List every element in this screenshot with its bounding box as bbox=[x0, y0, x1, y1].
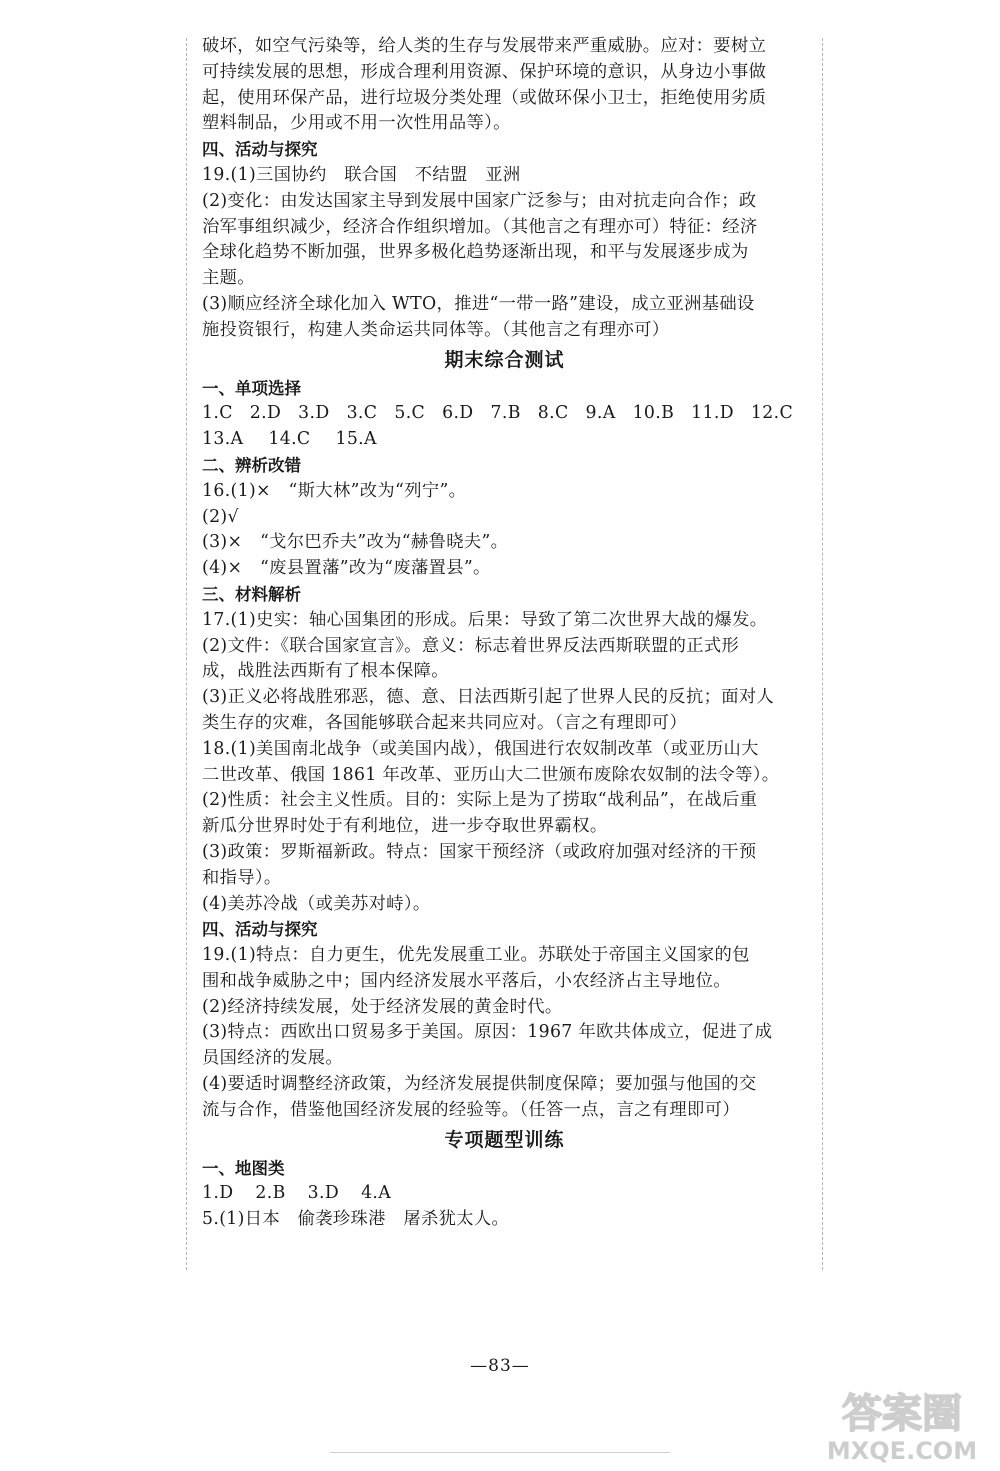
text-line: 类生存的灾难，各国能够联合起来共同应对。（言之有理即可） bbox=[202, 712, 688, 733]
text-line: 和指导）。 bbox=[202, 867, 282, 888]
answer-item: 2.B bbox=[255, 1183, 286, 1204]
text-line: 员国经济的发展。 bbox=[202, 1048, 344, 1069]
text-line: 成，战胜法西斯有了根本保障。 bbox=[202, 661, 449, 682]
answer-row bbox=[202, 1181, 807, 1207]
text-line: 流与合作，借鉴他国经济发展的经验等。（任答一点，言之有理即可） bbox=[202, 1099, 740, 1120]
answer-item: 1.C bbox=[202, 403, 233, 424]
text-line: (3)× “戈尔巴乔夫”改为“赫鲁晓夫”。 bbox=[202, 532, 509, 553]
text-line: (2)经济持续发展，处于经济发展的黄金时代。 bbox=[202, 996, 563, 1017]
answer-item: 3.C bbox=[346, 403, 378, 424]
text-line: 主题。 bbox=[202, 268, 255, 289]
answer-item: 5.C bbox=[394, 403, 426, 424]
text-line: (2)性质：社会主义性质。目的：实际上是为了捞取“战利品”，在战后重 bbox=[202, 790, 758, 811]
answer-item: 3.D bbox=[298, 403, 330, 424]
text-line: 19.(1)特点：自力更生，优先发展重工业。苏联处于帝国主义国家的包 bbox=[202, 945, 750, 966]
answer-item: 12.C bbox=[750, 403, 794, 424]
text-line: 全球化趋势不断加强，世界多极化趋势逐渐出现，和平与发展逐步成为 bbox=[202, 242, 749, 263]
text-line: (2)文件：《联合国家宣言》。意义：标志着世界反法西斯联盟的正式形 bbox=[202, 635, 740, 656]
section-heading-material-analysis: 三、材料解析 bbox=[202, 584, 301, 604]
text-line: 18.(1)美国南北战争（或美国内战），俄国进行农奴制改革（或亚历山大 bbox=[202, 738, 759, 759]
final-test-title: 期末综合测试 bbox=[444, 348, 565, 371]
text-line: 起，使用环保产品，进行垃圾分类处理（或做环保小卫士，拒绝使用劣质 bbox=[202, 87, 767, 108]
section-heading-activity: 四、活动与探究 bbox=[202, 920, 318, 940]
page-content bbox=[202, 34, 807, 1233]
section-heading-single-choice: 一、单项选择 bbox=[202, 378, 301, 398]
text-line: 治军事组织减少，经济合作组织增加。（其他言之有理亦可）特征：经济 bbox=[202, 216, 758, 237]
answer-item: 11.D bbox=[691, 403, 734, 424]
answer-item: 9.A bbox=[585, 403, 616, 424]
answer-row bbox=[202, 427, 807, 453]
text-line: (3)顺应经济全球化加入 WTO，推进“一带一路”建设，成立亚洲基础设 bbox=[202, 293, 755, 314]
text-line: (3)特点：西欧出口贸易多于美国。原因：1967 年欧共体成立，促进了成 bbox=[202, 1022, 773, 1043]
text-line: 16.(1)× “斯大林”改为“列宁”。 bbox=[202, 480, 467, 501]
watermark-logo bbox=[812, 1383, 992, 1465]
text-line: 塑料制品，少用或不用一次性用品等）。 bbox=[202, 113, 511, 134]
text-line: 破坏，如空气污染等，给人类的生存与发展带来严重威胁。应对：要树立 bbox=[202, 36, 767, 56]
answer-item: 2.D bbox=[249, 403, 282, 424]
answer-item: 10.B bbox=[632, 403, 675, 424]
text-line: 可持续发展的思想，形成合理利用资源、保护环境的意识，从身边小事做 bbox=[202, 61, 767, 82]
special-training-title: 专项题型训练 bbox=[444, 1128, 565, 1151]
answer-item: 7.B bbox=[490, 403, 521, 424]
text-line: (4)美苏冷战（或美苏对峙）。 bbox=[202, 893, 431, 914]
text-line: (2)√ bbox=[202, 506, 239, 527]
text-line: 施投资银行，构建人类命运共同体等。（其他言之有理亦可） bbox=[202, 319, 670, 340]
left-margin-rule bbox=[186, 38, 187, 1270]
text-line: (3)政策：罗斯福新政。特点：国家干预经济（或政府加强对经济的干预 bbox=[202, 841, 757, 862]
watermark-text: 答案圈 bbox=[842, 1391, 962, 1437]
section-heading-activity: 四、活动与探究 bbox=[202, 140, 318, 160]
answer-item: 13.A bbox=[202, 429, 244, 450]
bottom-divider bbox=[330, 1452, 670, 1453]
answer-item: 14.C bbox=[268, 429, 311, 450]
text-line: (3)正义必将战胜邪恶，德、意、日法西斯引起了世界人民的反抗；面对人 bbox=[202, 687, 775, 708]
text-line: (2)变化：由发达国家主导到发展中国家广泛参与；由对抗走向合作；政 bbox=[202, 190, 757, 211]
answer-item: 3.D bbox=[307, 1183, 340, 1204]
answer-item: 8.C bbox=[537, 403, 569, 424]
text-line: 17.(1)史实：轴心国集团的形成。后果：导致了第二次世界大战的爆发。 bbox=[202, 609, 768, 630]
text-line: 围和战争威胁之中；国内经济发展水平落后，小农经济占主导地位。 bbox=[202, 970, 731, 991]
text-line: 5.(1)日本 偷袭珍珠港 屠杀犹太人。 bbox=[202, 1209, 510, 1230]
answer-item: 4.A bbox=[361, 1183, 392, 1204]
text-line: (4)要适时调整经济政策，为经济发展提供制度保障；要加强与他国的交 bbox=[202, 1074, 757, 1095]
answer-row bbox=[202, 401, 807, 427]
text-line: 二世改革、俄国 1861 年改革、亚历山大二世颁布废除农奴制的法令等）。 bbox=[202, 764, 780, 785]
watermark-url: MXQE.COM bbox=[826, 1437, 978, 1465]
answer-item: 6.D bbox=[442, 403, 474, 424]
answer-item: 15.A bbox=[335, 429, 377, 450]
page-number: —83— bbox=[470, 1356, 530, 1376]
section-heading-correction: 二、辨析改错 bbox=[202, 455, 301, 475]
text-line: 19.(1)三国协约 联合国 不结盟 亚洲 bbox=[202, 164, 521, 185]
answer-item: 1.D bbox=[202, 1183, 234, 1204]
text-line: 新瓜分世界时处于有利地位，进一步夺取世界霸权。 bbox=[202, 816, 608, 837]
text-line: (4)× “废县置藩”改为“废藩置县”。 bbox=[202, 558, 491, 579]
section-heading-map: 一、地图类 bbox=[202, 1158, 285, 1178]
right-margin-rule bbox=[822, 38, 823, 1270]
